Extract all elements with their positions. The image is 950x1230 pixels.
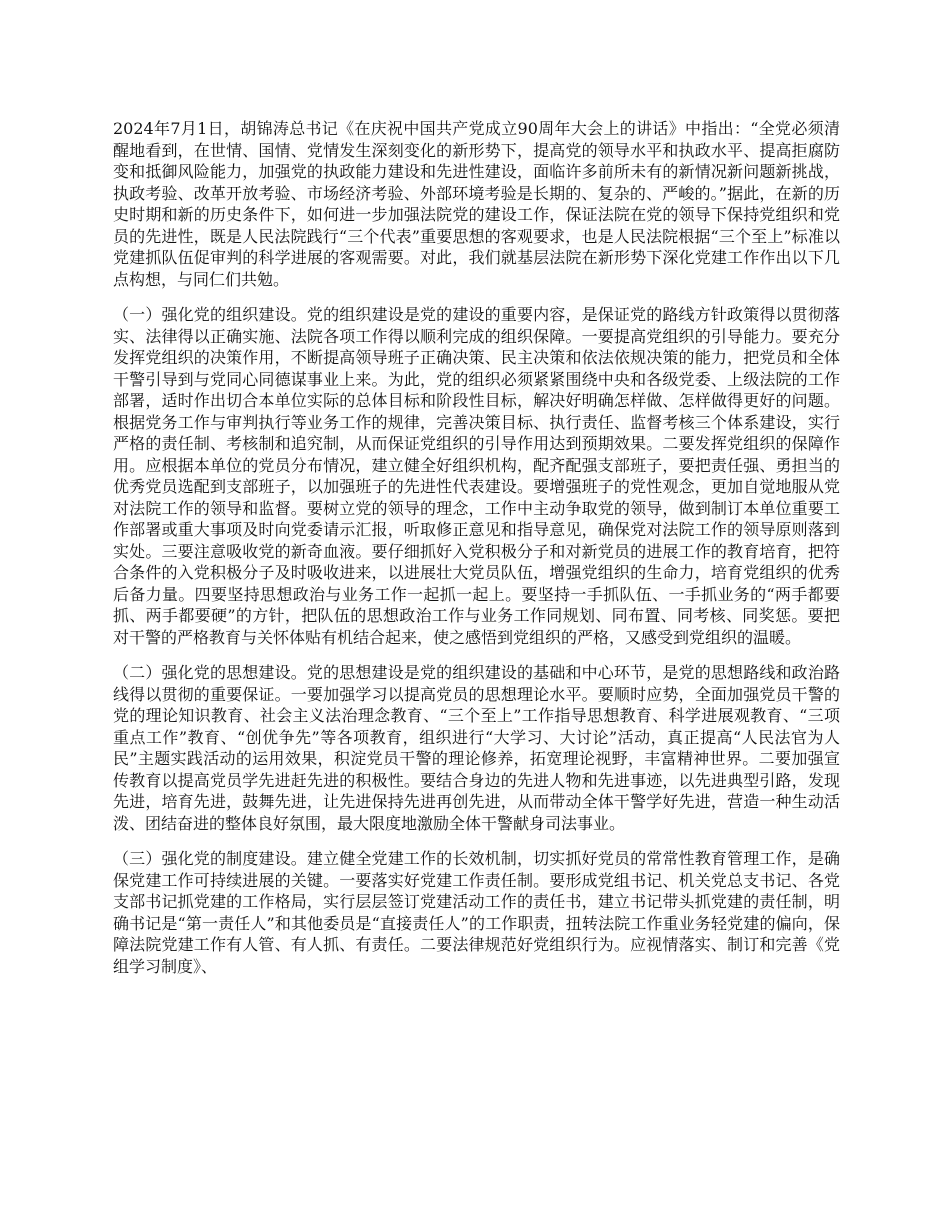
paragraph-institutional-building: （三）强化党的制度建设。建立健全党建工作的长效机制，切实抓好党员的常常性教育管理工作，是确保党建工作可持续进展的关键。一要落实好党建工作责任制。要形成党组书记、机关党总支书记、各党支部书记抓党建的工作格局，实行层层签订党建活动工作的责任书，建立书记带头抓党建的责任制，明确书记是“第一责任人”和其他委员是“直接责任人”的工作职责，扭转法院工作重业务轻党建的偏向，保障法院党建工作有人管、有人抓、有责任。二要法律规范好党组织行为。应视情落实、制订和完善《党组学习制度》、	[113, 849, 840, 976]
document-body	[113, 118, 840, 991]
paragraph-intro: 2024年7月1日，胡锦涛总书记《在庆祝中国共产党成立90周年大会上的讲话》中指出：“全党必须清醒地看到，在世情、国情、党情发生深刻变化的新形势下，提高党的领导水平和执政水平、提高拒腐防变和抵御风险能力，加强党的执政能力建设和先进性建设，面临许多前所未有的新情况新问题新挑战，执政考验、改革开放考验、市场经济考验、外部环境考验是长期的、复杂的、严峻的。”据此，在新的历史时期和新的历史条件下，如何进一步加强法院党的建设工作，保证法院在党的领导下保持党组织和党员的先进性，既是人民法院践行“三个代表”重要思想的客观要求，也是人民法院根据“三个至上”标准以党建抓队伍促审判的科学进展的客观需要。对此，我们就基层法院在新形势下深化党建工作作出以下几点构想，与同仁们共勉。	[113, 119, 840, 289]
paragraph-ideological-building: （二）强化党的思想建设。党的思想建设是党的组织建设的基础和中心环节，是党的思想路线和政治路线得以贯彻的重要保证。一要加强学习以提高党员的思想理论水平。要顺时应势，全面加强党员干警的党的理论知识教育、社会主义法治理念教育、“三个至上”工作指导思想教育、科学进展观教育、“三项重点工作”教育、“创优争先”等各项教育，组织进行“大学习、大讨论”活动，真正提高“人民法官为人民”主题实践活动的运用效果，积淀党员干警的理论修养，拓宽理论视野，丰富精神世界。二要加强宣传教育以提高党员学先进赶先进的积极性。要结合身边的先进人物和先进事迹，以先进典型引路，发现先进，培育先进，鼓舞先进，让先进保持先进再创先进，从而带动全体干警学好先进，营造一种生动活泼、团结奋进的整体良好氛围，最大限度地激励全体干警献身司法事业。	[113, 663, 840, 833]
paragraph-organization-building: （一）强化党的组织建设。党的组织建设是党的建设的重要内容，是保证党的路线方针政策得以贯彻落实、法律得以正确实施、法院各项工作得以顺利完成的组织保障。一要提高党组织的引导能力。要充分发挥党组织的决策作用，不断提高领导班子正确决策、民主决策和依法依规决策的能力，把党员和全体干警引导到与党同心同德谋事业上来。为此，党的组织必须紧紧围绕中央和各级党委、上级法院的工作部署，适时作出切合本单位实际的总体目标和阶段性目标，解决好明确怎样做、怎样做得更好的问题。根据党务工作与审判执行等业务工作的规律，完善决策目标、执行责任、监督考核三个体系建设，实行严格的责任制、考核制和追究制，从而保证党组织的引导作用达到预期效果。二要发挥党组织的保障作用。应根据本单位的党员分布情况，建立健全好组织机构，配齐配强支部班子，要把责任强、勇担当的优秀党员选配到支部班子，以加强班子的先进性代表建设。要增强班子的党性观念，更加自觉地服从党对法院工作的领导和监督。要树立党的领导的理念，工作中主动争取党的领导，做到制订本单位重要工作部署或重大事项及时向党委请示汇报，听取修正意见和指导意见，确保党对法院工作的领导原则落到实处。三要注意吸收党的新奇血液。要仔细抓好入党积极分子和对新党员的进展工作的教育培育，把符合条件的入党积极分子及时吸收进来，以进展壮大党员队伍，增强党组织的生命力，培育党组织的优秀后备力量。四要坚持思想政治与业务工作一起抓一起上。要坚持一手抓队伍、一手抓业务的“两手都要抓、两手都要硬”的方针，把队伍的思想政治工作与业务工作同规划、同布置、同考核、同奖惩。要把对干警的严格教育与关怀体贴有机结合起来，使之感悟到党组织的严格，又感受到党组织的温暖。	[113, 305, 840, 647]
